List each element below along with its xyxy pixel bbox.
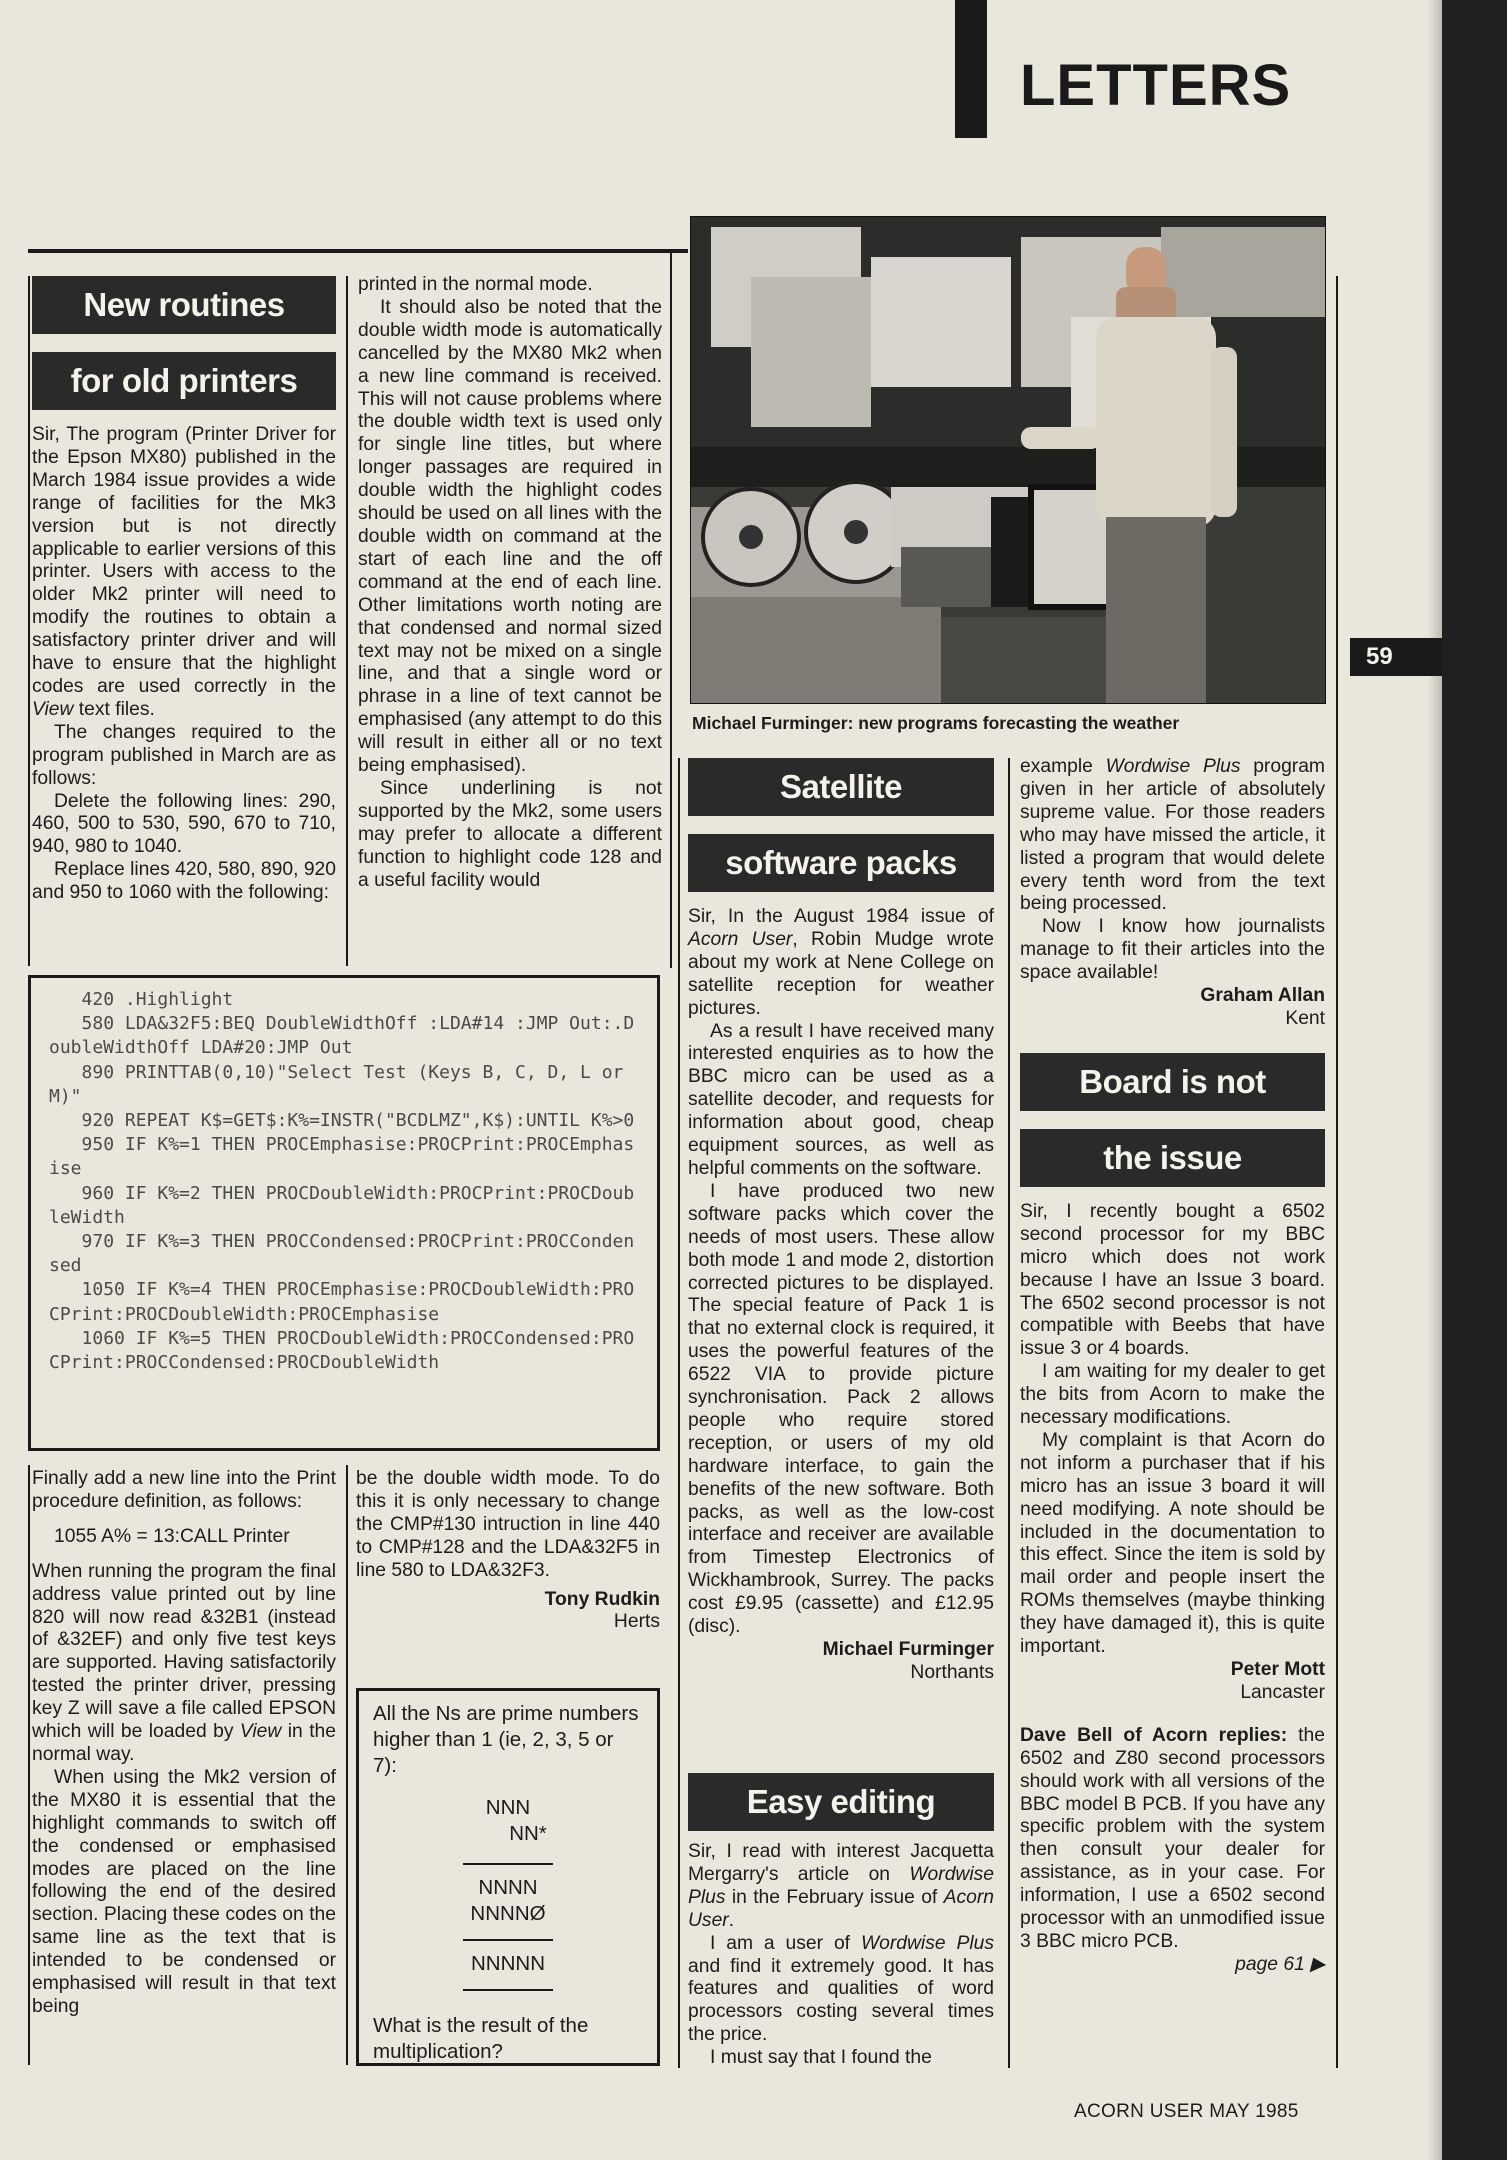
code-line: 1060 IF K%=5 THEN PROCDoubleWidth:PROCCondensed:PROCPrint:PROCCondensed:PROCDoubleWidth xyxy=(49,1327,635,1374)
page-footer: ACORN USER MAY 1985 xyxy=(1074,2101,1299,2122)
code-line: 580 LDA&32F5:BEQ DoubleWidthOff :LDA#14 :JMP Out:.DoubleWidthOff LDA#20:JMP Out xyxy=(49,1013,635,1059)
paragraph: The changes required to the program published in March are as follows: xyxy=(32,721,336,789)
paragraph: When running the program the final address value printed out by line 820 will now read &32B1 (instead of &32EF) and only five test keys are supported. Having satisfactorily tested the printer driver, pressing key Z will save a file called EPSON which will be loaded by View in the normal way. xyxy=(32,1560,336,1765)
paragraph: Sir, I recently bought a 6502 second processor for my BBC micro which does not work because I have an Issue 3 board. The 6502 second processor is not compatible with Beebs that have issue 3 or 4 boards. xyxy=(1020,1200,1325,1360)
paragraph: Dave Bell of Acorn replies: the 6502 and Z80 second processors should work with all versions of the BBC model B PCB. If you have any specific problem with the system then consult your dealer for assistance, as in your case. For information, I use a 6502 second processor with an unmodified issue 3 BBC micro PCB. xyxy=(1020,1724,1325,1952)
paragraph: example Wordwise Plus program given in her article of absolutely supreme value. For those readers who may have missed the article, it listed a program that would delete every tenth word from the text being processed. xyxy=(1020,756,1325,915)
puzzle-rule xyxy=(463,1989,553,1991)
paragraph: printed in the normal mode. xyxy=(358,274,593,295)
column-rule xyxy=(28,276,30,966)
letter-new-routines-col3 xyxy=(32,1468,336,2019)
paragraph: I must say that I found the xyxy=(710,2047,932,2069)
puzzle-rule xyxy=(463,1863,553,1865)
signature-place: Lancaster xyxy=(1240,1681,1325,1703)
code-line: 920 REPEAT K$=GET$:K%=INSTR("BCDLMZ",K$):UNTIL K%>0 xyxy=(49,1110,635,1132)
puzzle-prompt: What is the result of the multiplication? xyxy=(373,2014,589,2063)
paragraph: My complaint is that Acorn do not inform a purchaser that if his micro has an issue 3 board it will need modifying. A note should be included in the documentation to this effect. Since the item is sold by mail order and people insert the ROMs themselves (maybe thinking they have damaged it), this is quite important. xyxy=(1020,1429,1325,1658)
headline-software-packs: software packs xyxy=(688,834,994,892)
column-rule xyxy=(346,276,348,966)
letter-satellite xyxy=(688,758,994,1685)
paragraph: As a result I have received many interested enquiries as to how the BBC micro can be used as a satellite decoder, and requests for information about good, cheap equipment sources, as well as helpful comments on the software. xyxy=(688,1020,994,1179)
puzzle-line: NNNN xyxy=(478,1876,538,1899)
puzzle-rule xyxy=(463,1939,553,1941)
code-line: 420 .Highlight xyxy=(49,989,234,1010)
column-rule xyxy=(346,1465,348,2065)
letter-new-routines-col4 xyxy=(356,1468,660,1634)
puzzle-box xyxy=(356,1688,660,2066)
signature-name: Graham Allan xyxy=(1200,985,1325,1007)
headline-easy-editing: Easy editing xyxy=(688,1773,994,1831)
paragraph: Delete the following lines: 290, 460, 500 to 530, 590, 670 to 710, 940, 980 to 1040. xyxy=(32,790,336,858)
code-listing xyxy=(28,975,660,1451)
code-line: 950 IF K%=1 THEN PROCEmphasise:PROCPrint:PROCEmphasise xyxy=(49,1134,635,1180)
paragraph: Replace lines 420, 580, 890, 920 and 950 to 1060 with the following: xyxy=(32,859,336,904)
photo-illustration xyxy=(691,217,1326,704)
signature-place: Northants xyxy=(910,1661,994,1683)
puzzle-line: NNNNØ xyxy=(470,1902,546,1925)
code-line: 890 PRINTTAB(0,10)"Select Test (Keys B, C, D, L or M)" xyxy=(49,1061,635,1107)
paragraph: I am a user of Wordwise Plus and find it extremely good. It has features and qualities of word processors costing several times the price. xyxy=(688,1932,994,2046)
headline-board-is-not: Board is not xyxy=(1020,1053,1325,1111)
paragraph: be the double width mode. To do this it is only necessary to change the CMP#130 intruction in line 440 to CMP#128 and the LDA&32F5 in line 580 to LDA&32F3. xyxy=(356,1468,660,1581)
column-rule xyxy=(1008,758,1010,2068)
letter-easy-editing xyxy=(688,1773,994,2070)
header-bar xyxy=(955,0,987,138)
top-rule xyxy=(28,249,688,253)
letter-new-routines-col1 xyxy=(32,276,336,905)
letter-right-column xyxy=(1020,756,1325,1977)
page-number-tab: 59 xyxy=(1350,638,1442,676)
paragraph: Finally add a new line into the Print procedure definition, as follows: xyxy=(32,1468,336,1512)
paragraph: When using the Mk2 version of the MX80 it is essential that the highlight commands to switch off the condensed or emphasised modes are placed on the line following the end of the desired section. Placing these codes on the same line as the text that is intended to be condensed or emphasised will result in that text being xyxy=(32,1766,336,2017)
column-rule xyxy=(1336,276,1338,2068)
paragraph: I have produced two new software packs which cover the needs of most users. These allow both mode 1 and mode 2, distortion corrected pictures to be displayed. The special feature of Pack 1 is that no external clock is required, it uses the powerful features of the 6522 VIA to provide picture synchronisation. Pack 2 allows people who require stored reception, or users of my old hardware interface, to gain the benefits of the new software. Both packs, as well as the low-cost interface and receiver are available from Timestep Electronics of Wickhambrook, Surrey. The packs cost £9.95 (cassette) and £12.95 (disc). xyxy=(688,1180,994,1638)
paragraph: Sir, I read with interest Jacquetta Mergarry's article on Wordwise Plus in the February issue of Acorn User. xyxy=(688,1841,994,1931)
headline-the-issue: the issue xyxy=(1020,1129,1325,1187)
headline-for-old-printers: for old printers xyxy=(32,352,336,410)
photo-michael-furminger xyxy=(690,216,1326,704)
photo-caption: Michael Furminger: new programs forecasting the weather xyxy=(692,713,1180,733)
code-line: 1055 A% = 13:CALL Printer xyxy=(54,1525,290,1547)
signature-place: Herts xyxy=(613,1611,660,1633)
column-rule xyxy=(678,758,680,2068)
puzzle-question: All the Ns are prime numbers higher than 1 (ie, 2, 3, 5 or 7): xyxy=(373,1702,639,1777)
letter-new-routines-col2 xyxy=(358,274,662,892)
signature-name: Peter Mott xyxy=(1230,1659,1325,1680)
code-line: 960 IF K%=2 THEN PROCDoubleWidth:PROCPrint:PROCDoubleWidth xyxy=(49,1182,635,1228)
paragraph: Since underlining is not supported by the Mk2, some users may prefer to allocate a different function to highlight code 128 and a useful facility would xyxy=(358,777,662,891)
headline-new-routines: New routines xyxy=(32,276,336,334)
paragraph: Now I know how journalists manage to fit their articles into the space available! xyxy=(1020,916,1325,984)
paragraph: It should also be noted that the double width mode is automatically cancelled by the MX80 Mk2 when a new line command is received. This will not cause problems where the double width text is used only for single line titles, but where longer passages are required in double width the highlight codes should be used on all lines with the double width on command at the start of each line and the off command at the end of each line. Other limitations worth noting are that condensed and normal sized text may not be mixed on a single line, and that a single word or phrase in a line of text cannot be emphasised (any attempt to do this will result in either all or no text being emphasised). xyxy=(358,296,662,777)
page-edge xyxy=(1442,0,1507,2160)
signature-place: Kent xyxy=(1285,1007,1325,1029)
column-rule xyxy=(670,250,672,968)
section-title: LETTERS xyxy=(1020,53,1292,118)
column-rule xyxy=(28,1465,30,2065)
code-line: 970 IF K%=3 THEN PROCCondensed:PROCPrint:PROCCondensed xyxy=(49,1231,635,1277)
signature-name: Michael Furminger xyxy=(822,1639,994,1660)
puzzle-line: NN* xyxy=(509,1822,547,1845)
paragraph: Sir, The program (Printer Driver for the Epson MX80) published in the March 1984 issue provides a wide range of facilities for the Mk3 version but is not directly applicable to earlier versions of this printer. Users with access to the older Mk2 printer will need to modify the routines to obtain a satisfactory printer driver and will have to ensure that the highlight codes are used correctly in the View text files. xyxy=(32,424,336,720)
continued-link[interactable]: page 61 ▶ xyxy=(1235,1953,1325,1975)
signature-name: Tony Rudkin xyxy=(544,1588,660,1610)
code-line: 1050 IF K%=4 THEN PROCEmphasise:PROCDoubleWidth:PROCPrint:PROCDoubleWidth:PROCEmphasise xyxy=(49,1279,635,1325)
headline-satellite: Satellite xyxy=(688,758,994,816)
puzzle-line: NNNNN xyxy=(470,1952,546,1975)
puzzle-line: NNN xyxy=(485,1796,531,1819)
paragraph: I am waiting for my dealer to get the bits from Acorn to make the necessary modifications. xyxy=(1020,1361,1325,1429)
paragraph: Sir, In the August 1984 issue of Acorn User, Robin Mudge wrote about my work at Nene College on satellite reception for weather pictures. xyxy=(688,906,994,1019)
